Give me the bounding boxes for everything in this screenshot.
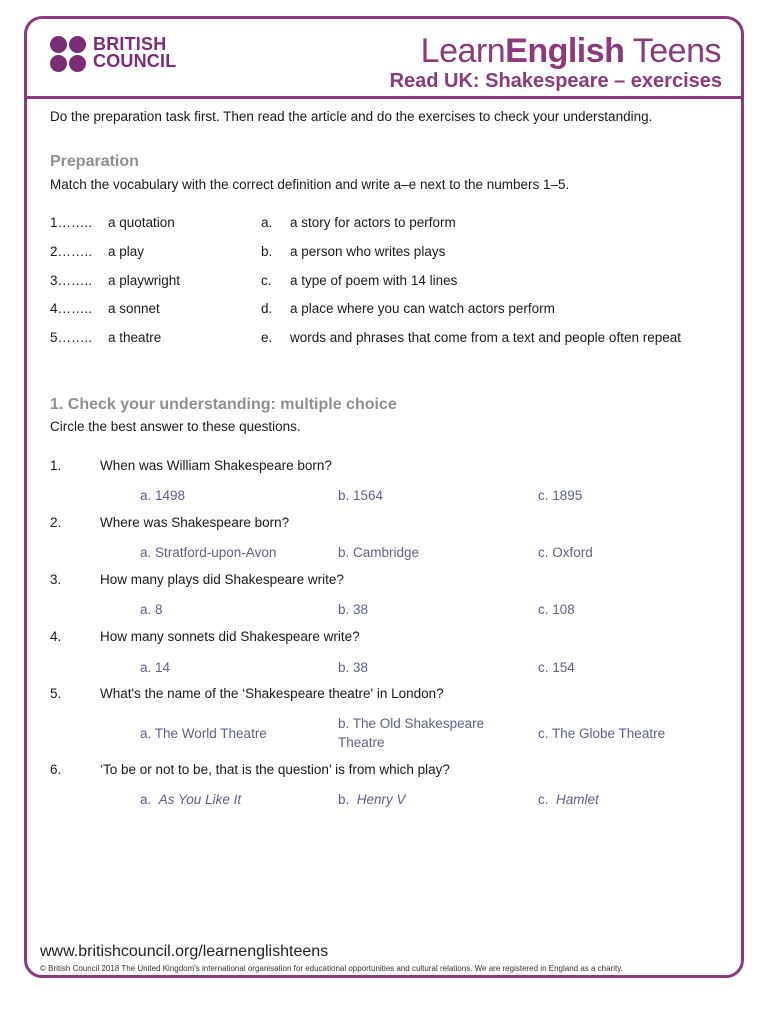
option-b[interactable]: b. 38 — [338, 660, 369, 675]
header-divider — [24, 96, 744, 99]
option-c[interactable]: c. Oxford — [538, 545, 593, 560]
learnenglish-teens-brand: LearnEnglish Teens — [420, 32, 721, 70]
option-c[interactable]: c. 1895 — [538, 488, 583, 503]
multiple-choice-instruction: Circle the best answer to these questions. — [50, 419, 301, 434]
vocab-row: 1…….. a quotation a. a story for actors to perform — [50, 215, 456, 230]
option-c[interactable]: c. 108 — [538, 602, 575, 617]
vocab-row: 2…….. a play b. a person who writes plays — [50, 244, 446, 259]
option-a[interactable]: a. 14 — [140, 660, 171, 675]
option-b[interactable]: b. The Old Shakespeare Theatre — [338, 716, 485, 750]
logo-text: BRITISH COUNCIL — [93, 34, 177, 71]
preparation-instruction: Match the vocabulary with the correct definition and write a–e next to the numbers 1–5. — [50, 177, 570, 192]
option-a[interactable]: a. As You Like It — [140, 792, 242, 807]
option-a[interactable]: a. 1498 — [140, 488, 186, 503]
british-council-logo — [50, 36, 180, 76]
option-b[interactable]: b. 38 — [338, 602, 369, 617]
option-b[interactable]: b. 1564 — [338, 488, 384, 503]
logo-dots-icon — [50, 36, 90, 72]
preparation-heading: Preparation — [50, 153, 139, 170]
vocab-row: 5…….. a theatre e. words and phrases that come from a text and people often repeat — [50, 330, 681, 345]
footer-url-link[interactable]: www.britishcouncil.org/learnenglishteens — [40, 943, 329, 960]
option-a[interactable]: a. 8 — [140, 602, 163, 617]
footer-copyright: © British Council 2018 The United Kingdom's international organisation for educational opportunities and cultural relations. We are registered in England as a charity. — [40, 964, 623, 973]
option-b[interactable]: b. Cambridge — [338, 545, 420, 560]
multiple-choice-heading: 1. Check your understanding: multiple choice — [50, 396, 397, 413]
option-c[interactable]: c. The Globe Theatre — [538, 726, 666, 741]
page-title: Read UK: Shakespeare – exercises — [389, 70, 722, 92]
vocab-row: 3…….. a playwright c. a type of poem with 14 lines — [50, 273, 458, 288]
option-b[interactable]: b. Henry V — [338, 792, 406, 807]
option-c[interactable]: c. 154 — [538, 660, 575, 675]
option-c[interactable]: c. Hamlet — [538, 792, 599, 807]
intro-text: Do the preparation task first. Then read the article and do the exercises to check your understanding. — [50, 109, 653, 124]
option-a[interactable]: a. Stratford-upon-Avon — [140, 545, 277, 560]
vocab-row: 4…….. a sonnet d. a place where you can watch actors perform — [50, 301, 555, 316]
option-a[interactable]: a. The World Theatre — [140, 726, 267, 741]
